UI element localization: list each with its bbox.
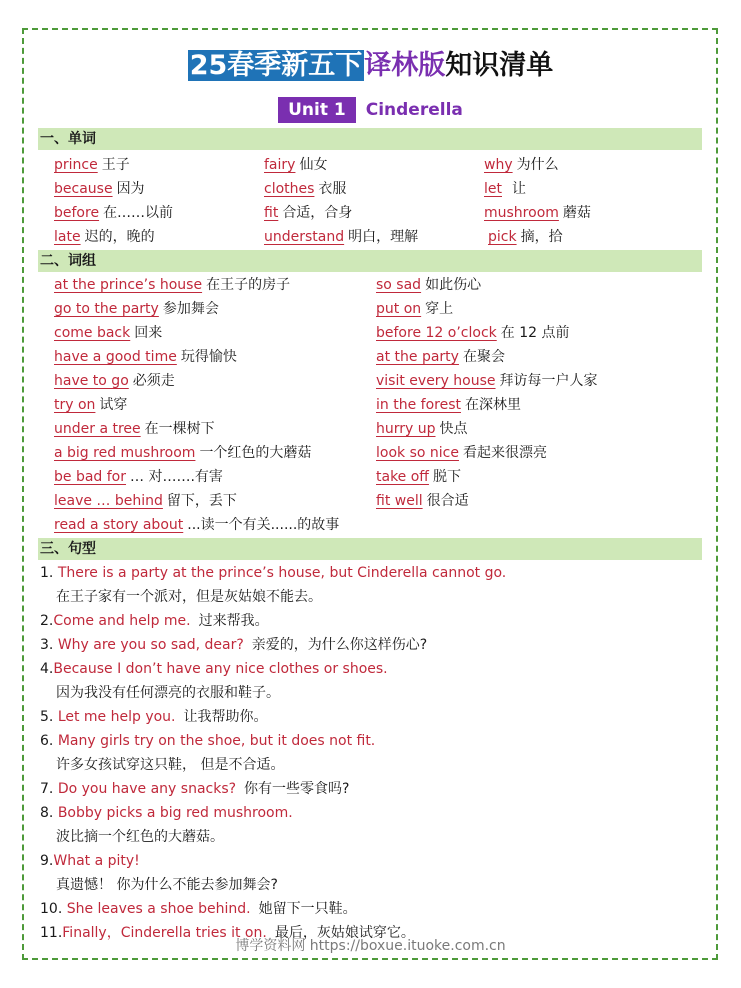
phrase-item: visit every house 拜访每一户人家: [376, 373, 598, 389]
title-highlight: 25春季新五下: [189, 50, 363, 81]
phrase-item: leave … behind 留下，丢下: [54, 493, 237, 509]
phrase-item: before 12 o’clock 在 12 点前: [376, 325, 570, 341]
word-item: prince 王子: [54, 157, 130, 173]
watermark-text: 博学资料网 https://boxue.ituoke.com.cn: [235, 938, 506, 954]
word-item: let 让: [484, 181, 526, 197]
word-item: mushroom 蘑菇: [484, 205, 591, 221]
phrase-item: read a story about ...读一个有关......的故事: [54, 517, 340, 533]
phrase-item: have a good time 玩得愉快: [54, 349, 237, 365]
sentence-item: 9.What a pity!: [40, 853, 140, 869]
unit-title: Cinderella: [365, 100, 463, 120]
phrase-item: in the forest 在深林里: [376, 397, 521, 413]
word-item: clothes 衣服: [264, 181, 347, 197]
sentence-item: 11.Finally，Cinderella tries it on. 最后，灰姑娘试穿它。: [40, 925, 415, 941]
sentence-item: 7. Do you have any snacks? 你有一些零食吗?: [40, 781, 350, 797]
sentence-translation: 因为我没有任何漂亮的衣服和鞋子。: [56, 685, 280, 701]
phrase-item: hurry up 快点: [376, 421, 468, 437]
sentence-item: 2.Come and help me. 过来帮我。: [40, 613, 269, 629]
phrase-item: try on 试穿: [54, 397, 128, 413]
sentence-translation: 许多女孩试穿这只鞋， 但是不合适。: [56, 757, 285, 773]
phrase-item: look so nice 看起来很漂亮: [376, 445, 547, 461]
word-item: pick 摘，拾: [488, 229, 563, 245]
word-item: understand 明白，理解: [264, 229, 419, 245]
title-suffix: 知识清单: [445, 50, 554, 81]
phrase-item: go to the party 参加舞会: [54, 301, 219, 317]
page-title: [0, 42, 741, 90]
sentence-item: 10. She leaves a shoe behind. 她留下一只鞋。: [40, 901, 357, 917]
phrase-item: at the prince’s house 在王子的房子: [54, 277, 291, 293]
phrase-item: a big red mushroom 一个红色的大蘑菇: [54, 445, 312, 461]
section-sentences-header: 三、句型: [38, 538, 702, 560]
title-edition: 译林版: [364, 50, 446, 81]
phrase-item: at the party 在聚会: [376, 349, 505, 365]
phrase-item: so sad 如此伤心: [376, 277, 482, 293]
word-item: fit 合适，合身: [264, 205, 353, 221]
phrase-item: fit well 很合适: [376, 493, 469, 509]
word-item: because 因为: [54, 181, 145, 197]
word-item: before 在……以前: [54, 205, 174, 221]
sentence-item: 6. Many girls try on the shoe, but it does not fit.: [40, 733, 376, 749]
sentence-item: 3. Why are you so sad, dear? 亲爱的，为什么你这样伤心?: [40, 637, 428, 653]
unit-label: Unit 1: [278, 97, 356, 123]
section-phrases-header: 二、词组: [38, 250, 702, 272]
unit-heading: [0, 94, 741, 126]
sentence-item: 4.Because I don’t have any nice clothes or shoes.: [40, 661, 388, 677]
phrase-item: have to go 必须走: [54, 373, 175, 389]
word-item: why 为什么: [484, 157, 559, 173]
sentence-translation: 波比摘一个红色的大蘑菇。: [56, 829, 224, 845]
phrase-item: come back 回来: [54, 325, 163, 341]
sentence-item: 5. Let me help you. 让我帮助你。: [40, 709, 268, 725]
sentence-translation: 在王子家有一个派对，但是灰姑娘不能去。: [56, 589, 322, 605]
phrase-item: under a tree 在一棵树下: [54, 421, 215, 437]
phrase-item: take off 脱下: [376, 469, 461, 485]
section-words-header: 一、单词: [38, 128, 702, 150]
sentence-translation: 真遗憾！ 你为什么不能去参加舞会?: [56, 877, 278, 893]
word-item: fairy 仙女: [264, 157, 328, 173]
sentence-item: 8. Bobby picks a big red mushroom.: [40, 805, 293, 821]
phrase-item: put on 穿上: [376, 301, 454, 317]
word-item: late 迟的，晚的: [54, 229, 155, 245]
phrase-item: be bad for … 对…….有害: [54, 469, 223, 485]
sentence-item: 1. There is a party at the prince’s house, but Cinderella cannot go.: [40, 565, 507, 581]
